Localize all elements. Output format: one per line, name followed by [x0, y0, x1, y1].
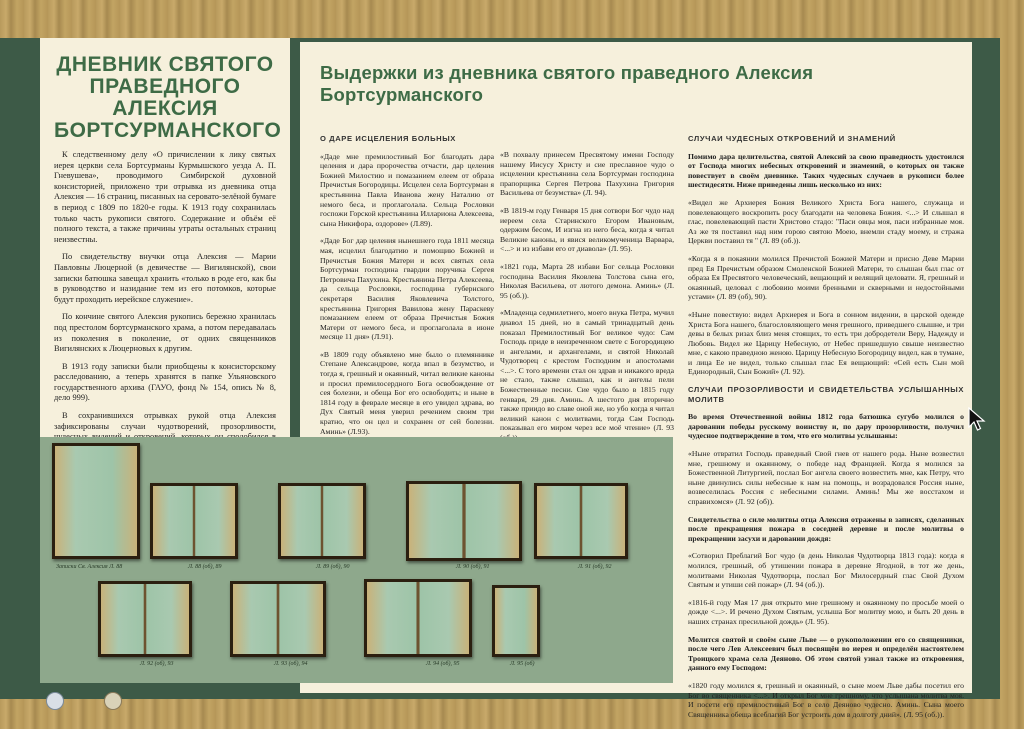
- intro-panel: [40, 38, 290, 456]
- quote: «Ныне повествую: видел Архиерея и Бога в сонном видении, в царской одежде Христа Бога нашего, благословляющего меня грешного, приведшего слышне, и три девы в белых ризах близ меня стоящих, то есть три добродетели Веру, Надежду и Любовь. Видел же Царицу Небесную, от Небес пришедшую свыше неизвестно мне, с какою праведною женою. Царицу Небесную Богородицу видел, как в тумане, и лица Ее не видел, только слышал глас Ея вещающий: «Сей есть Сын мой Единородный, Сын Божий» (Л. 92).: [688, 309, 964, 377]
- column-revelations: [688, 134, 964, 727]
- intro-paragraph: По свидетельству внучки отца Алексия — Марии Павловны Люцерной (в девичестве — Вигилянской), свои записки батюшка завещал хранить «только в роде его, как бы в руководство и назидание тем из его потомков, которые будут проходить иерейское служение».: [54, 252, 276, 304]
- manuscript-photo: [534, 483, 628, 559]
- manuscript-photo: [492, 585, 540, 657]
- intro-title: ДНЕВНИК СВЯТОГО ПРАВЕДНОГО АЛЕКСИЯ БОРТСУРМАНСКОГО: [54, 53, 282, 142]
- manuscript-photo: [364, 579, 472, 657]
- mouse-cursor-icon: [968, 407, 986, 433]
- photo-caption: Л. 95 (об): [510, 661, 535, 667]
- photo-caption: Л. 93 (об), 94: [274, 661, 308, 667]
- quote: «Даде Бог дар целения нынешнего года 1811 месяца мая, исцелил благодатию и помощию Божией и Пречистыя Божия Матери и всех святых села Бортсурман господина гвардии поручика Сергея Петровича Пахухина. Крестьянина Петра Алексеева, да сельца Рословки, господина губернского секретаря Василия Яковлевича Толстого, крестьянина Григория Вавилова жену Параскеву помазанием елеем от образа Пречистыя Божия Матери от немого беса, и проглаголала в июне месяце 11 дня» (Л.91).: [320, 236, 494, 342]
- quote: «Когда я в покаянии молился Пречистой Божией Матери и присно Деве Марии пред Ея Пречистым образом Смоленской Божией Матери, то слышан был глас от образа Ея Пресвятого человеческий, вещающий и велящий целовати. Я, грешный и окаянный, целовал с любовию моими бренными и скверными и недостойными устами» (Л. 89 (об), 90).: [688, 253, 964, 302]
- manuscript-photo-strip: [40, 437, 673, 683]
- quote: «1820 году молился я, грешный и окаянный, о сыне моем Льве дабы посетил его Бог во священника <...>. И открыл Бог мне грешному, что услышана молитва моя. И посети его премилостивый Бог в село Деяново чудесно. Аминь. Сына моего Священника обеща всеблагий Бог устроить дом в долготу дний». (Л. 95 (об.)).: [688, 680, 964, 719]
- quote: «Сотворил Преблагий Бог чудо (в день Николая Чудотворца 1813 года): когда я молился, грешный, об утишении пожара в деревне Ягодной, в тот же день, молитвами Николая Чудотворца, послал Бог Милосердный глас Свой Духом Святым и утиши сей пожар» (Л. 94 (об.)).: [688, 551, 964, 590]
- intro-paragraph: В сохранившихся отрывках рукой отца Алексия зафиксированы случаи чудотворений, прозорливости,: [54, 411, 276, 431]
- section-heading: СЛУЧАИ ЧУДЕСНЫХ ОТКРОВЕНИЙ И ЗНАМЕНИЙ: [688, 134, 896, 143]
- lead-paragraph: Во время Отечественной войны 1812 года батюшка сугубо молился о даровании победы русскому воинству и, по дару прозорливости, получил чудесное подтверждение в том, что его молитвы услышаны:: [688, 412, 964, 441]
- intro-paragraph: По кончине святого Алексия рукопись бережно хранилась под престолом бортсурманского храма, а потом передавалась из поколения в поколение, от одних священников Вигилянских к Люцерновых к другим.: [54, 312, 276, 354]
- photo-caption: Л. 91 (об), 92: [578, 564, 612, 570]
- manuscript-photo: [52, 443, 140, 559]
- quote: «В 1819-м году Генваря 15 дня сотвори Бог чудо над иереем села Старинского Егором Ивановым, одержим бесом, И изгна из него беса, когда я читал Великие каноны, и явися великомученица Варвара, <...> и из избави его от диавола» (Л. 95).: [500, 205, 674, 254]
- quote: «Видел же Архиерея Божия Великого Христа Бога нашего, служаща и повелевающего воскропить росу благодати на человека Божия. <...> И слышал я глас, повелевающий пасти Христово стадо: "Паси овцы моя, паси избранные моя. Аз же тя поставил над ним горою святою Моею, внемли стаду моему, и стража Церкви поставил тя " (Л. 89 (об.)).: [688, 197, 964, 246]
- emblem-icon: [104, 692, 122, 710]
- archive-logo-icon: [46, 692, 64, 710]
- intro-paragraph: К следственному делу «О причислении к лику святых иерея церкви села Бортсурманы Курмышского уезда А. П. Гневушева», проводимого Симбирской духовной консисторией, приложено три отрывка из дневника отца Алексия — 16 страниц, писанных на серовато-зелёной бумаге в период с 1809 по 1820-е годы. К 1913 году сохранилась только часть рукописи святого. Содержание и объём её полного текста, а также причины утраты остальных страниц неизвестны.: [54, 150, 276, 244]
- column-healing-continued: [500, 150, 674, 451]
- photo-caption: Л. 89 (об), 90: [316, 564, 350, 570]
- quote: «Даде мне премилостивый Бог благодать дара целения и дара пророчества отчасти, дар целения Божией Милостию и помазанием елеем от образа Пречистыя Богородицы. Исцелен села Бортсурман я крестьянина Павла Иванова жену Наталию от немого беса, и проглаголала. Сельца Рословки госпожи Горской крестьянина Иллариона Алексеева, сына Никифора, оздорове» (Л.89).: [320, 151, 494, 228]
- manuscript-photo: [150, 483, 238, 559]
- photo-caption: Л. 92 (об), 93: [140, 661, 174, 667]
- section-heading: О ДАРЕ ИСЦЕЛЕНИЯ БОЛЬНЫХ: [320, 134, 456, 143]
- intro-paragraph: В 1913 году записки были приобщены к консисторскому расследованию, а теперь хранятся в папке Ульяновского государственного архива (ГАУО, фонд № 154, опись № 8, дело 999).: [54, 361, 276, 403]
- photo-caption: Л. 90 (об), 91: [456, 564, 490, 570]
- photo-caption: Записки Св. Алексия Л. 88: [56, 564, 123, 570]
- quote: «Младенца седмилетнего, моего внука Петра, мучил диавол 15 дней, но в самый тринадцатый день показал Премилостивый Бог великое чудо: Сам Господь приде в неизреченном свете с Богородицею и ангелами, и архангелами, и святой Николай Чудотворец с крестом Господним и апостолами <...>. С того времени стал он здрав и никакого вреда не стало, также слышал, как и ангелы пели Божественные песни. Сие чудо было в 1815 году генваря, 29 дня. Аминь. А шестого дня вторично также приидо во славе оной же, но убо когда я читал великий канон с молитвами, тогда Сам Господь показывал его миром через все моё чтение» (Л. 93: [500, 308, 674, 433]
- quote: «1816-й году Мая 17 дня открыто мне грешному и окаянному по просьбе моей о дожде <...>. И речено Духом Святым, услыша Бог молитву мою, и быть 20 день в наших странах пресильной дождь» (Л. 95).: [688, 597, 964, 626]
- section-heading: СЛУЧАИ ПРОЗОРЛИВОСТИ И СВИДЕТЕЛЬСТВА УСЛЫШАННЫХ МОЛИТВ: [688, 385, 964, 404]
- lead-paragraph: Свидетельства о силе молитвы отца Алексия отражены в записях, сделанных после прекращения пожара в соседней деревне и после молитвы о прекращении засухи и даровании дождя:: [688, 514, 964, 543]
- lead-paragraph: Помимо дара целительства, святой Алексий за свою праведность удостоился от Господа многих небесных откровений и знамений, о которых он также повествует в своём дневнике. Таких чудесных случаев в рукописи более шестидесяти. Ниже приведены лишь несколько из них:: [688, 151, 964, 190]
- manuscript-photo: [98, 581, 192, 657]
- photo-caption: Л. 94 (об), 95: [426, 661, 460, 667]
- main-title: Выдержки из дневника святого праведного Алексия Бортсурманского: [320, 62, 814, 105]
- column-healing: [320, 134, 494, 444]
- manuscript-photo: [230, 581, 326, 657]
- quote: «Ныне отвратил Господь праведный Свой гнев от нашего рода. Ныне возвестил мне, грешному и окаянному, о победе над Францией. Когда я молился за Божественной Литургией, послал Бог ангела своего возвестить мне, как Петру, что ныне двинулись силы небесные к нам на помощь, и возрадовался Россия ныне, возвеселилась Россия с небесными силами. Аминь! Мы же восстахом и справихомся» (Л. 92 (об)).: [688, 449, 964, 506]
- quote: «В похвалу принесем Пресвятому имени Господу нашему Иисусу Христу и сие преславное чудо о исцелении крестьянина села Бортсурман господина прапорщика Сергея Петрова Пахухина Григория Васильева от безумства» (Л. 94).: [500, 150, 674, 198]
- photo-caption: Л. 88 (об), 89: [188, 564, 222, 570]
- manuscript-photo: [278, 483, 366, 559]
- quote: «В 1809 году объявлено мне было о племяннике Степане Александрове, когда впал в безумство, и тогда я, грешный и окаянный, читал великие каноны и просил премилосердного Бога освобождение от сея болезни, и обеща Бог его освободить; и ныне в 1814 году в феврале месяце в его увидел здрава, во Дух Святый меня уверил речением своим три кратно, что он цел и сохранен от сей болезни. Аминь» (Л.93).: [320, 349, 494, 436]
- quote: «1821 года, Марта 28 избави Бог сельца Рословки господина Василия Яковлева Толстова сына его, Николая Васильева, от лютого демона. Аминь» (Л. 95 (об.)).: [500, 261, 674, 300]
- lead-paragraph: Молится святой и своём сыне Льве — о рукоположении его со священники, после чего Лев Алексеевич был посвящён во иерея и определён настоятелем Троицкого храма села Деяново. Об этом святой узнал также из откровения, данного ему Господом:: [688, 634, 964, 673]
- manuscript-photo: [406, 481, 522, 561]
